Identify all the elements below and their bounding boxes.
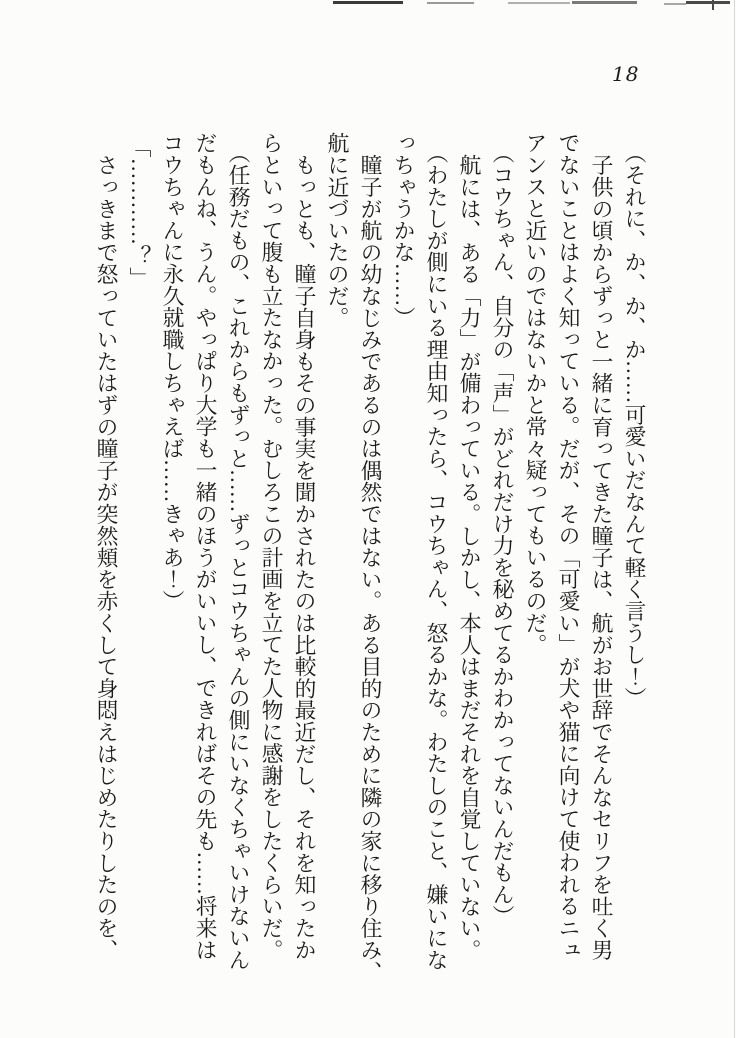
- body-text: [89, 132, 650, 983]
- text-column: もっとも、瞳子自身もその事実を聞かされたのは比較的最近だし、それを知ったか: [292, 154, 316, 961]
- text-column: 瞳子が航の幼なじみであるのは偶然ではない。ある目的のために隣の家に移り住み、: [358, 154, 382, 983]
- text-column: らといって腹も立たなかった。むしろこの計画を立てた人物に感謝をしたくらいだ。: [259, 132, 283, 961]
- text-column: （わたしが側にいる理由知ったら、コウちゃん、怒るかな。わたしのこと、嫌いにな: [424, 142, 448, 971]
- text-column: （任務だもの、これからもずっと……ずっとコウちゃんの側にいなくちゃいけないん: [226, 142, 250, 971]
- text-column: 子供の頃からずっと一緒に育ってきた瞳子は、航がお世辞でそんなセリフを吐く男: [589, 154, 613, 961]
- text-column: でないことはよく知っている。だが、その「可愛い」が犬や猫に向けて使われるニュ: [556, 132, 580, 961]
- text-column: 「…………？」: [127, 136, 151, 289]
- text-column: だもんね、うん。やっぱり大学も一緒のほうがいいし、できればその先も……将来は: [193, 132, 217, 961]
- page-number: 18: [612, 62, 640, 86]
- text-column: （それに、か、か、か……可愛いだなんて軽く言うし！）: [622, 142, 646, 709]
- scan-artifact-mark: [333, 1, 403, 4]
- scan-artifact-mark: [572, 1, 637, 4]
- text-column: （コウちゃん、自分の「声」がどれだけ力を秘めてるかわかってないんだもん）: [490, 142, 514, 927]
- text-column: っちゃうかな……）: [391, 132, 415, 329]
- text-column: 航には、ある「力」が備わっている。しかし、本人はまだそれを自覚していない。: [457, 154, 481, 961]
- scan-artifact-mark: [508, 2, 570, 4]
- text-column: アンスと近いのではないかと常々疑ってもいるのだ。: [523, 132, 547, 656]
- text-column: さっきまで怒っていたはずの瞳子が突然頬を赤くして身悶えはじめたりしたのを、: [94, 154, 118, 961]
- scan-artifact-mark: [664, 3, 686, 5]
- text-column: 航に近づいたのだ。: [325, 132, 349, 329]
- text-column: コウちゃんに永久就職しちゃえば……きゃあ！）: [160, 132, 184, 612]
- scan-artifact-mark: [427, 2, 474, 4]
- scan-artifact-mark: [712, 0, 714, 10]
- page-edge-line: [734, 0, 735, 1038]
- scan-artifact-mark: [686, 1, 730, 4]
